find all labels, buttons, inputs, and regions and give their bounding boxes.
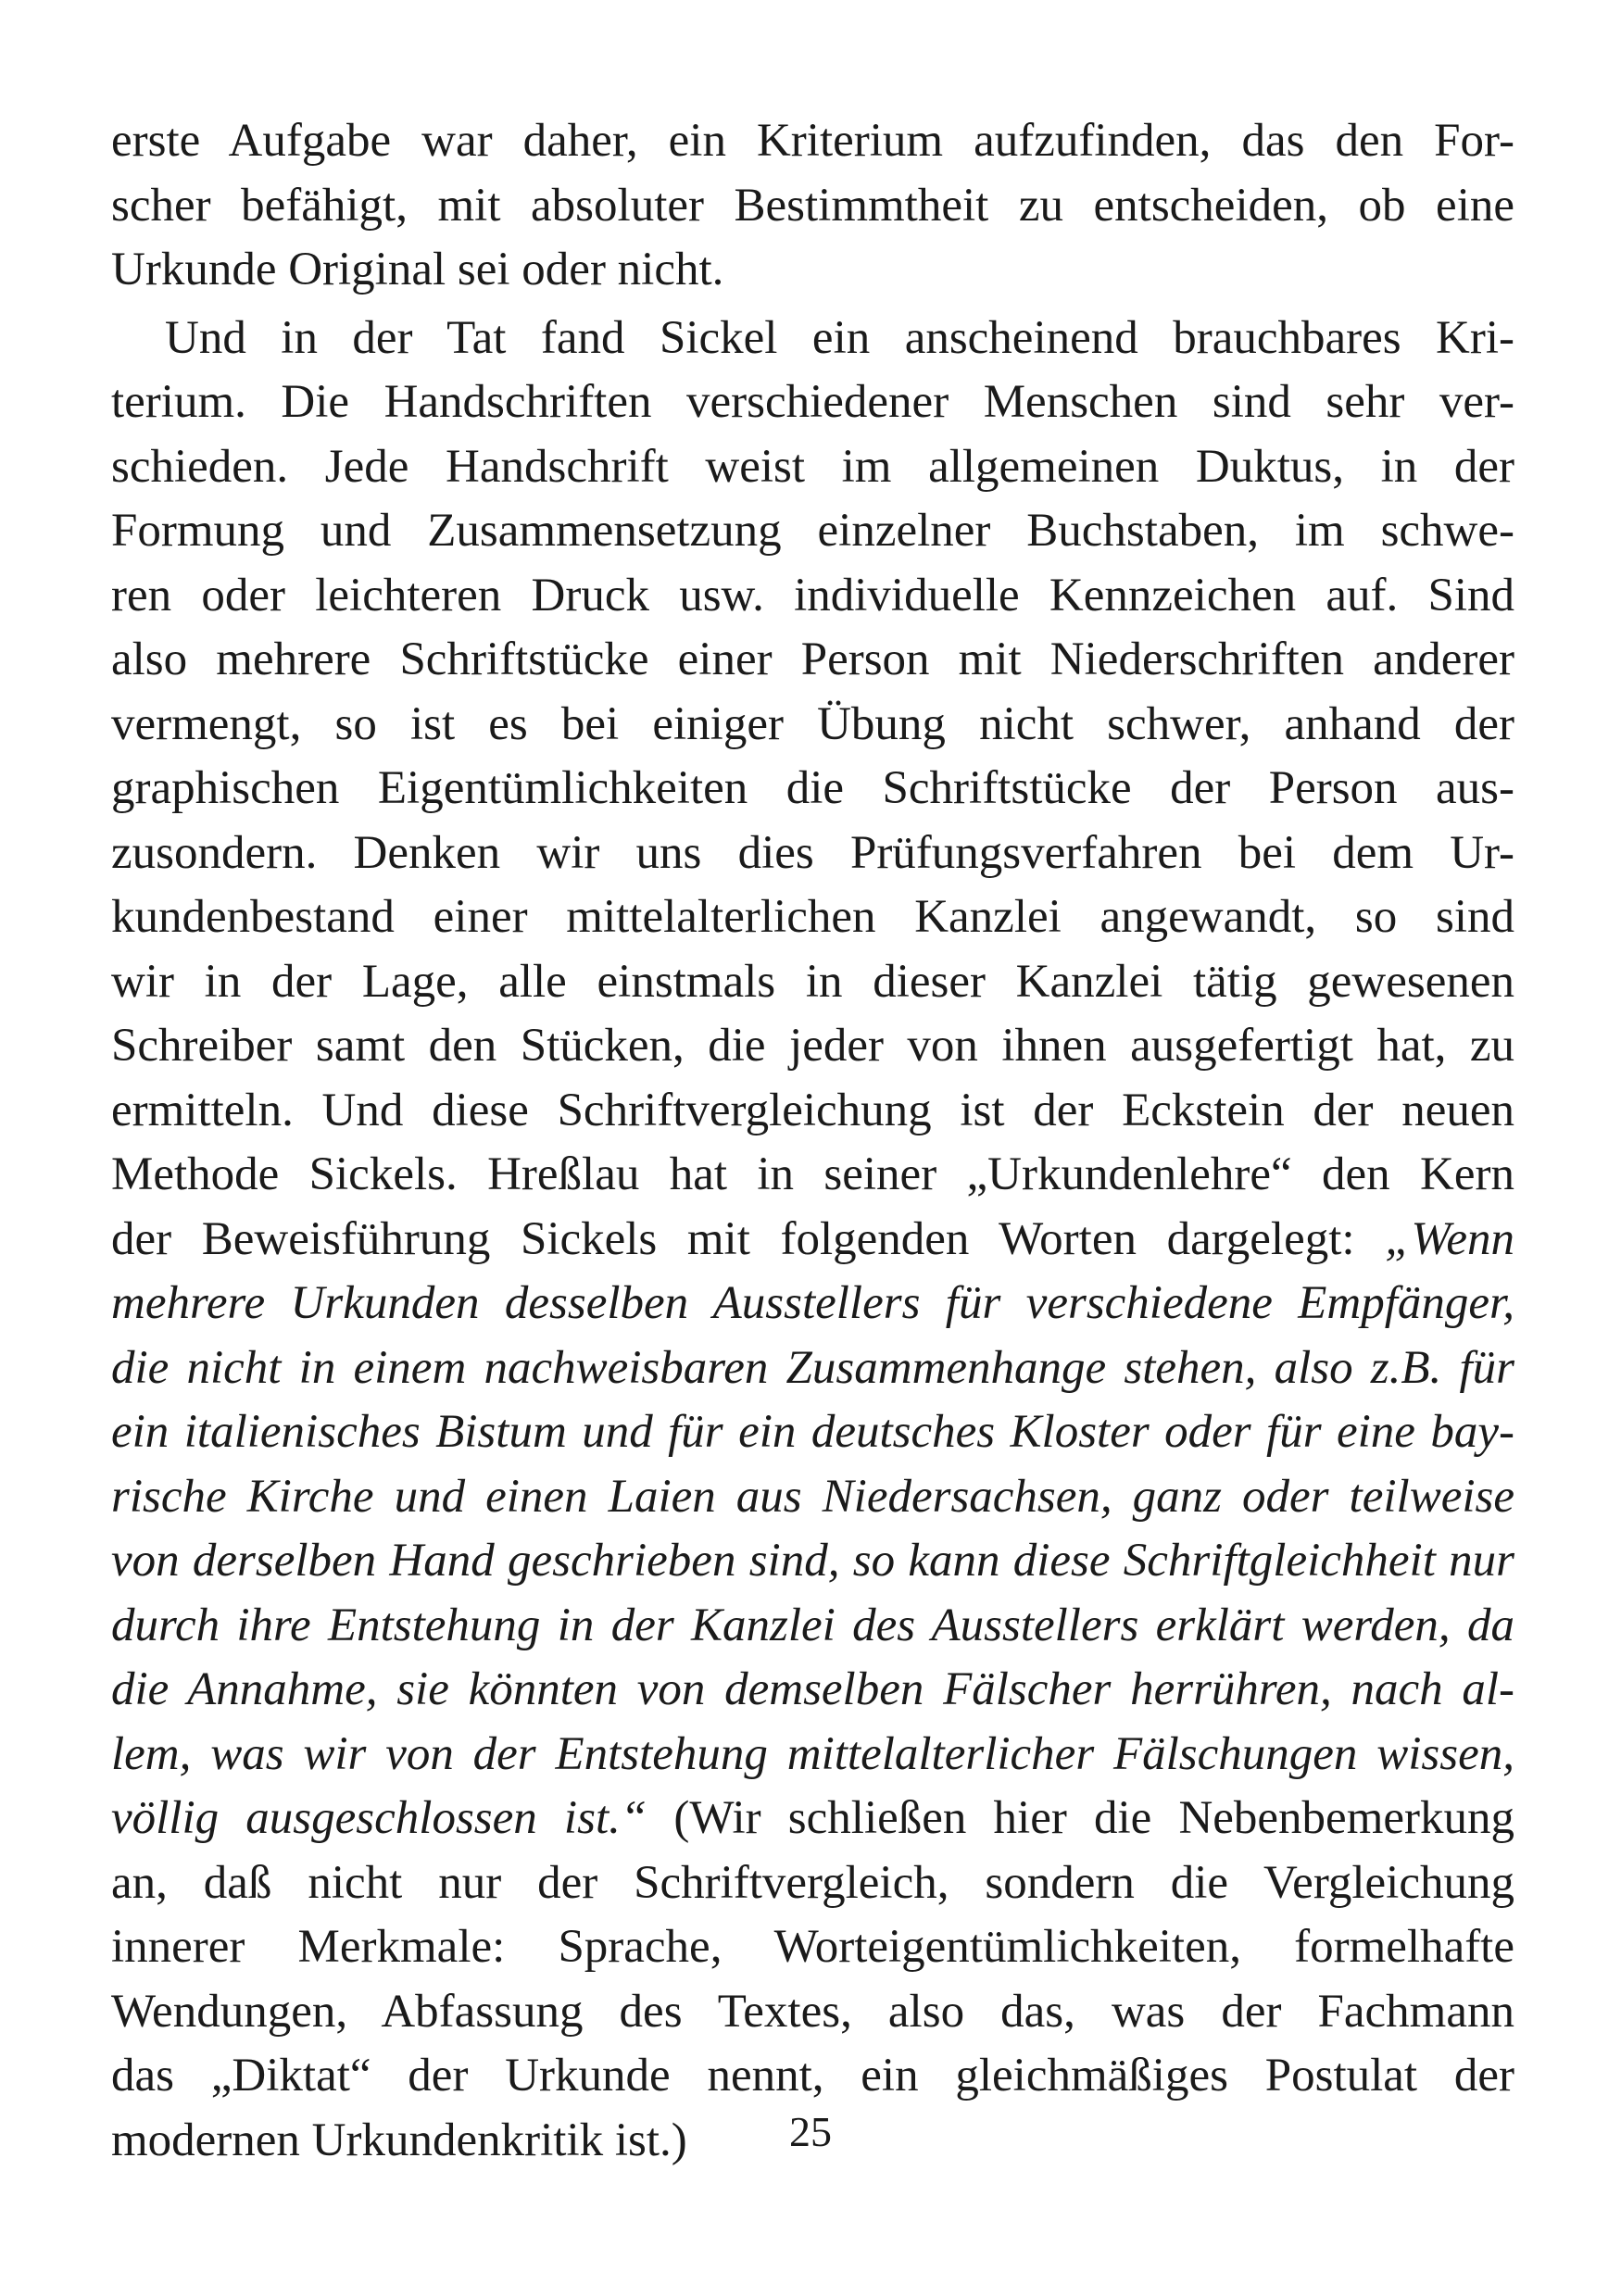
text-line: Und in der Tat fand Sickel ein anscheinend brauchbares Kri- — [165, 311, 1514, 364]
quote-segment: „Wenn — [1385, 1212, 1514, 1265]
quote-line: die nicht in einem nachweisbaren Zusammenhange stehen, also z.B. für — [111, 1341, 1514, 1394]
text-line: scher befähigt, mit absoluter Bestimmtheit zu entscheiden, ob eine — [111, 179, 1514, 232]
line-segment: der Beweisführung Sickels mit folgenden Worten dargelegt: — [111, 1212, 1386, 1265]
text-line: ermitteln. Und diese Schriftvergleichung ist der Eckstein der neuen — [111, 1084, 1514, 1136]
text-line: vermengt, so ist es bei einiger Übung nicht schwer, anhand der — [111, 697, 1514, 750]
text-line — [111, 1208, 1514, 1273]
quote-line: mehrere Urkunden desselben Ausstellers für verschiedene Empfänger, — [111, 1277, 1514, 1329]
text-line: also mehrere Schriftstücke einer Person mit Niederschriften anderer — [111, 634, 1514, 685]
text-line: kundenbestand einer mittelalterlichen Kanzlei angewandt, so sind — [111, 891, 1514, 943]
text-line: zusondern. Denken wir uns dies Prüfungsverfahren bei dem Ur- — [111, 826, 1514, 879]
text-line: Formung und Zusammensetzung einzelner Buchstaben, im schwe- — [111, 505, 1514, 557]
quote-line: die Annahme, sie könnten von demselben Fälscher herrühren, nach al- — [111, 1663, 1514, 1715]
text-line: schieden. Jede Handschrift weist im allgemeinen Duktus, in der — [111, 440, 1514, 493]
text-line: terium. Die Handschriften verschiedener Menschen sind sehr ver- — [111, 376, 1514, 428]
page-body — [111, 109, 1514, 2173]
text-line: an, daß nicht nur der Schriftvergleich, sondern die Vergleichung — [111, 1856, 1514, 1909]
text-line: graphischen Eigentümlichkeiten die Schriftstücke der Person aus- — [111, 762, 1514, 814]
text-line: innerer Merkmale: Sprache, Worteigentümlichkeiten, formelhafte — [111, 1921, 1514, 1973]
text-line: wir in der Lage, alle einstmals in dieser Kanzlei tätig gewesenen — [111, 955, 1514, 1008]
quote-line: ein italienisches Bistum und für ein deutsches Kloster oder für eine bay- — [111, 1406, 1514, 1458]
line-segment: (Wir schließen hier die Nebenbemerkung — [647, 1792, 1514, 1844]
paragraph-1 — [111, 109, 1514, 303]
quote-line: durch ihre Entstehung in der Kanzlei des Ausstellers erklärt werden, da — [111, 1599, 1514, 1651]
text-line: modernen Urkundenkritik ist.) — [111, 2114, 687, 2166]
quote-line: von derselben Hand geschrieben sind, so kann diese Schriftgleichheit nur — [111, 1535, 1514, 1587]
text-line: das „Diktat“ der Urkunde nennt, ein gleichmäßiges Postulat der — [111, 2050, 1514, 2102]
text-line: Wendungen, Abfassung des Textes, also das, was der Fachmann — [111, 1985, 1514, 2038]
page-number: 25 — [789, 2108, 832, 2155]
quote-line: lem, was wir von der Entstehung mittelalterlicher Fälschungen wissen, — [111, 1727, 1514, 1780]
quote-line: rische Kirche und einen Laien aus Niedersachsen, ganz oder teilweise — [111, 1470, 1514, 1523]
text-line: Schreiber samt den Stücken, die jeder von ihnen ausgefertigt hat, zu — [111, 1020, 1514, 1072]
text-line: Urkunde Original sei oder nicht. — [111, 244, 724, 295]
text-line: Methode Sickels. Hreßlau hat in seiner „Urkundenlehre“ den Kern — [111, 1148, 1514, 1200]
quote-segment: völlig ausgeschlossen ist.“ — [111, 1792, 647, 1844]
paragraph-2 — [111, 307, 1514, 2174]
text-line: erste Aufgabe war daher, ein Kriterium aufzufinden, das den For- — [111, 115, 1514, 167]
text-line — [111, 1787, 1514, 1851]
text-line: ren oder leichteren Druck usw. individuelle Kennzeichen auf. Sind — [111, 569, 1514, 621]
